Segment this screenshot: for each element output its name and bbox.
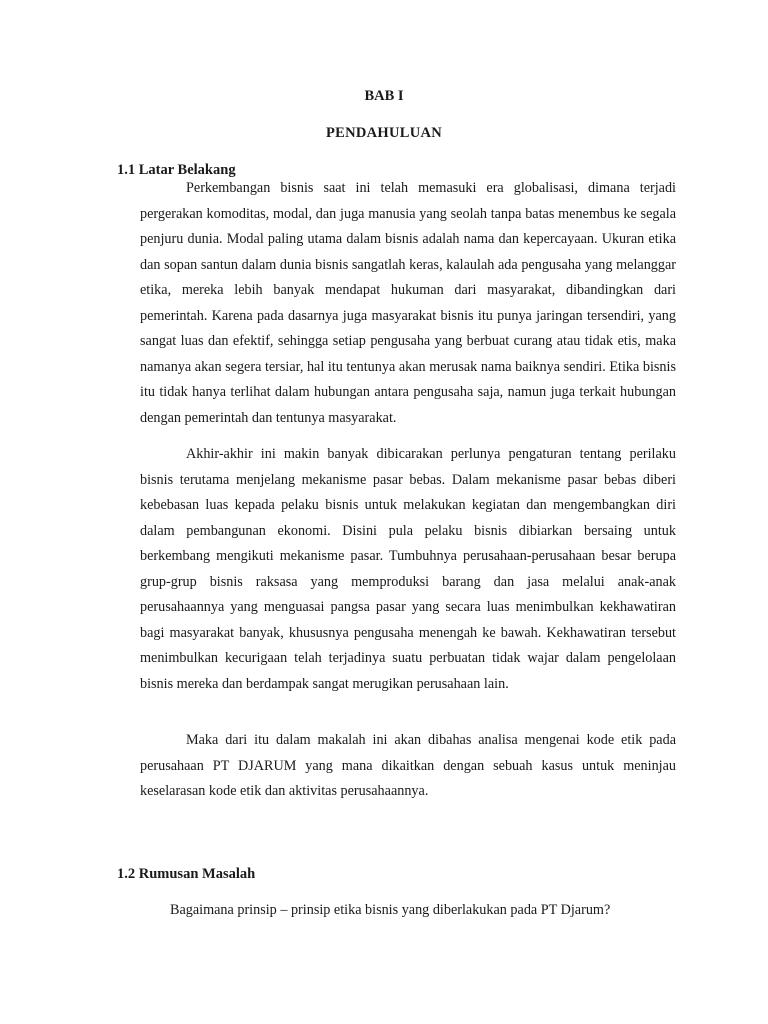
section-heading-latar-belakang: 1.1 Latar Belakang	[117, 162, 236, 178]
paragraph: Maka dari itu dalam makalah ini akan dibahas analisa mengenai kode etik pada perusahaan PT DJARUM yang mana dikaitkan dengan sebuah kasus untuk meninjau keselarasan kode etik dan aktivitas perusahaannya.	[140, 732, 676, 799]
paragraph: Akhir-akhir ini makin banyak dibicarakan perlunya pengaturan tentang perilaku bisnis terutama menjelang mekanisme pasar bebas. Dalam mekanisme pasar bebas diberi kebebasan luas kepada pelaku bisnis untuk melakukan kegiatan dan mengembangkan diri dalam pembangunan ekonomi. Disini pula pelaku bisnis dibiarkan bersaing untuk berkembang mengikuti mekanisme pasar. Tumbuhnya perusahaan-perusahaan besar berupa grup-grup bisnis raksasa yang memproduksi barang dan jasa melalui anak-anak perusahaannya yang menguasai pangsa pasar yang secara luas menimbulkan kekhawatiran bagi masyarakat banyak, khususnya pengusaha menengah ke bawah. Kekhawatiran tersebut menimbulkan kecurigaan telah terjadinya suatu perbuatan tidak wajar dalam pengelolaan bisnis mereka dan berdampak sangat merugikan perusahaan lain.	[140, 446, 676, 692]
chapter-title: BAB I	[364, 88, 404, 104]
chapter-subtitle: PENDAHULUAN	[325, 125, 443, 141]
section-heading-rumusan-masalah: 1.2 Rumusan Masalah	[117, 866, 256, 882]
paragraph: Perkembangan bisnis saat ini telah memasuki era globalisasi, dimana terjadi pergerakan komoditas, modal, dan juga manusia yang seolah tanpa batas menembus ke segala penjuru dunia. Modal paling utama dalam bisnis adalah nama dan kepercayaan. Ukuran etika dan sopan santun dalam dunia bisnis sangatlah keras, kalaulah ada pengusaha yang melanggar etika, mereka lebih banyak mendapat hukuman dari masyarakat, dibandingkan dari pemerintah. Karena pada dasarnya juga masyarakat bisnis itu punya jaringan tersendiri, yang sangat luas dan efektif, sehingga setiap pengusaha yang berbuat curang atau tidak etis, maka namanya akan segera tersiar, hal itu tentunya akan merusak nama baiknya sendiri. Etika bisnis itu tidak hanya terlihat dalam hubungan antara pengusaha saja, namun juga terkait hubungan dengan pemerintah dan tentunya masyarakat.	[140, 180, 676, 426]
research-question: Bagaimana prinsip – prinsip etika bisnis yang diberlakukan pada PT Djarum?	[170, 902, 611, 918]
